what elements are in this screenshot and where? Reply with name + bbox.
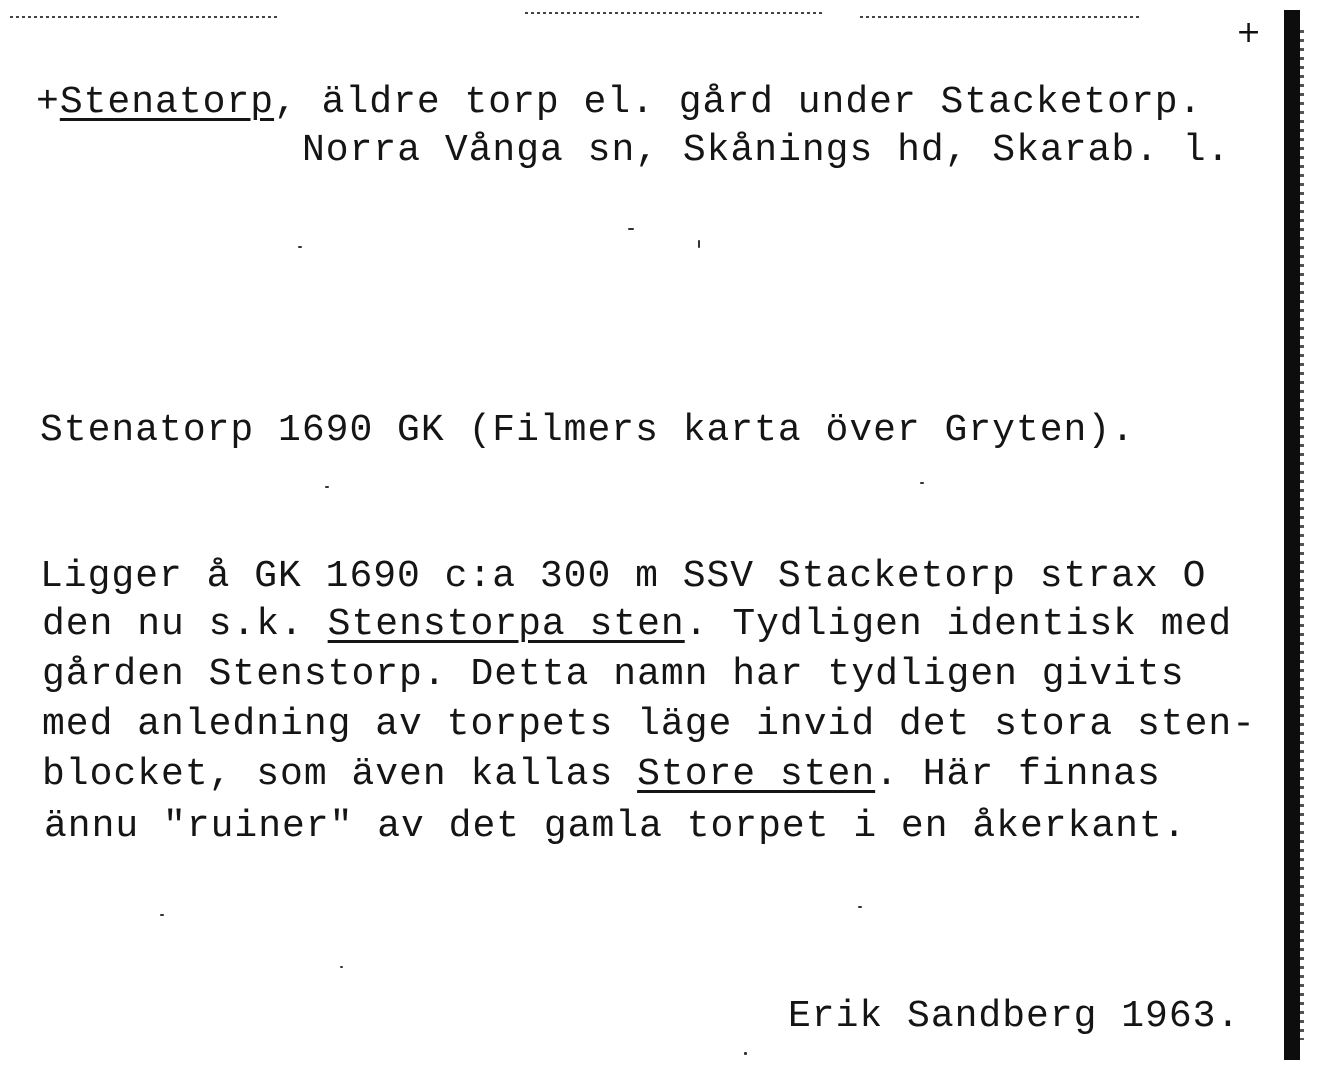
scan-speck xyxy=(858,906,862,908)
scan-mark-top-mid xyxy=(525,12,825,14)
scan-speck xyxy=(340,966,343,968)
header-line-1 xyxy=(36,81,1203,124)
card-edge-texture xyxy=(1300,30,1304,1040)
body-line-1: Ligger å GK 1690 c:a 300 m SSV Stacketorp strax O xyxy=(40,555,1207,598)
body-line-2 xyxy=(42,603,1233,646)
signature: Erik Sandberg 1963. xyxy=(788,995,1241,1038)
scan-speck xyxy=(160,914,164,916)
header-description: , äldre torp el. gård under Stacketorp. xyxy=(274,81,1203,124)
corner-plus-mark: + xyxy=(1236,15,1262,50)
body-line-4: med anledning av torpets läge invid det stora sten- xyxy=(42,703,1256,746)
scan-speck xyxy=(325,486,329,488)
body-line-5 xyxy=(42,753,1161,796)
place-name: Stenatorp xyxy=(59,81,275,124)
source-line: Stenatorp 1690 GK (Filmers karta över Gryten). xyxy=(40,409,1135,452)
body-line-2-pre: den nu s.k. xyxy=(42,603,328,646)
card-edge-shadow xyxy=(1284,10,1300,1060)
scan-speck xyxy=(698,240,700,248)
scan-mark-top-right xyxy=(860,16,1140,18)
header-line-2: Norra Vånga sn, Skånings hd, Skarab. l. xyxy=(302,129,1231,172)
scan-mark-top-left xyxy=(10,16,280,18)
body-line-6: ännu "ruiner" av det gamla torpet i en åkerkant. xyxy=(44,805,1187,848)
scan-speck xyxy=(920,482,924,484)
body-line-3: gården Stenstorp. Detta namn har tydligen givits xyxy=(42,653,1185,696)
body-line-5-pre: blocket, som även kallas xyxy=(42,753,638,796)
stone-name-store-sten: Store sten xyxy=(637,753,876,796)
body-line-5-post: . Här finnas xyxy=(875,753,1161,796)
stone-name-stenstorpa: Stenstorpa sten xyxy=(327,603,685,646)
body-line-2-post: . Tydligen identisk med xyxy=(684,603,1233,646)
scan-speck xyxy=(744,1052,747,1055)
deceased-mark: + xyxy=(36,81,60,124)
scan-speck xyxy=(298,246,302,248)
scan-speck xyxy=(628,228,634,230)
